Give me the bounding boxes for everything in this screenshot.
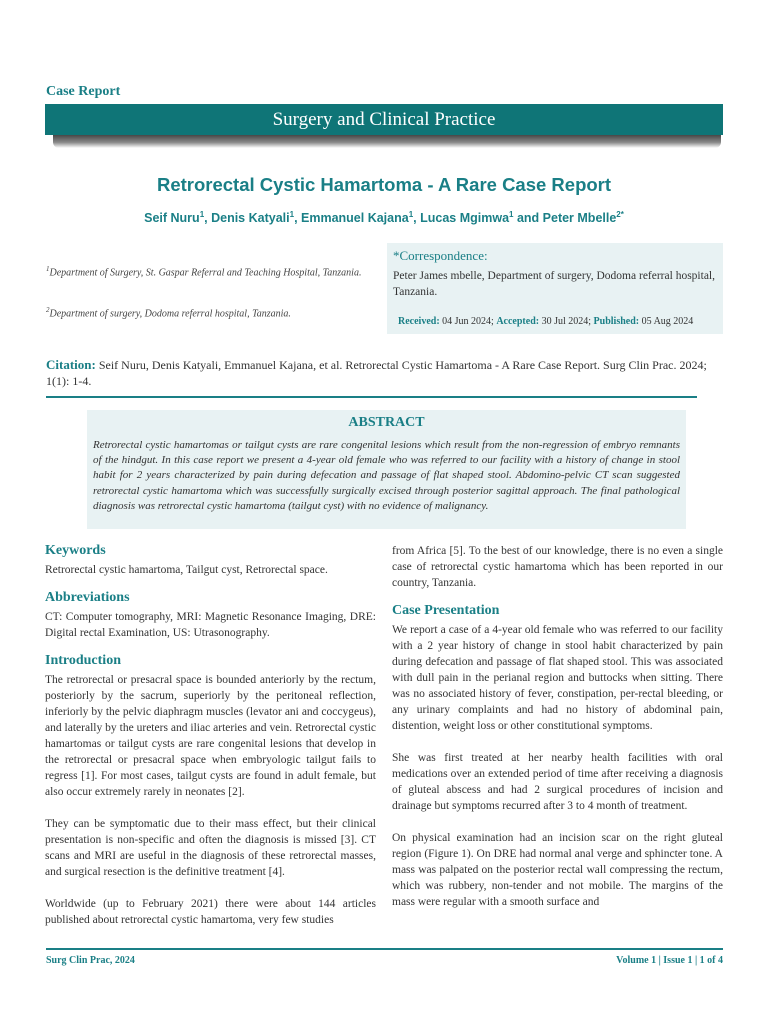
footer-page-info: Volume 1 | Issue 1 | 1 of 4: [616, 955, 723, 966]
author: Lucas Mgimwa$^1$ and: [420, 210, 543, 226]
correspondence-box: [387, 243, 723, 334]
journal-banner: [45, 104, 723, 135]
paragraph: She was first treated at her nearby health facilities with oral medications over an extended period of time after receiving a diagnosis of gluteal abscess and had 2 surgical procedures of incision and drainage but symptoms recurred after 3 to 4 month of treatment.: [392, 752, 723, 812]
citation: Citation: Seif Nuru, Denis Katyali, Emmanuel Kajana, et al. Retrorectal Cystic Hamartoma - A Rare Case Report. Surg Clin Prac. 2024; 1(1): 1-4.: [46, 357, 707, 388]
paragraph: They can be symptomatic due to their mass effect, but their clinical presentation is non-specific and often the diagnosis is missed [3]. CT scans and MRI are useful in the diagnosis of these retrorectal masses, and surgical resection is the definitive treatment [4].: [45, 818, 376, 878]
journal-name: Surgery and Clinical Practice: [272, 108, 496, 130]
paragraph: The retrorectal or presacral space is bounded anteriorly by the rectum, posteriorly by the sacrum, superiorly by the peritoneal reflection, inferiorly by the pelvic diaphragm muscles (levator ani and coccygeus), and laterally by the ureters and iliac arteries and vein. Retrorectal cystic hamartomas or tailgut cysts are rare congenital lesions that develop in the retrorectal or presacral space when embryologic tailgut fails to regress [1]. For most cases, tailgut cysts are found in adult female, but also occur extremely rarely in neonates [2].: [45, 674, 376, 798]
banner-shadow: [53, 134, 721, 148]
correspondence-text: Peter James mbelle, Department of surgery, Dodoma referral hospital, Tanzania.: [393, 270, 715, 298]
article-type-label: Case Report: [46, 84, 121, 99]
abstract-heading: ABSTRACT: [348, 415, 425, 430]
abstract-text: Retrorectal cystic hamartomas or tailgut cysts are rare congenital lesions which result from the non-regression of embryo remnants of the hindgut. In this case report we present a 4-year old female who was referred to our facility with a history of change in stool habit for 2 years characterized by pain during defecation and passage of flat shaped stool. Abdomino-pelvic CT scan suggested retrorectal cystic hamartoma which was successfully surgically excised through posterior sagittal approach. The final pathological diagnosis was retrorectal cystic hamartoma (tailgut cyst) with no evidence of malignancy.: [93, 439, 680, 512]
keywords-text: Retrorectal cystic hamartoma, Tailgut cyst, Retrorectal space.: [45, 564, 328, 576]
introduction-heading: Introduction: [45, 653, 121, 668]
author: Emmanuel Kajana$^1$,: [301, 210, 421, 226]
affiliation-1: $^1$Department of Surgery, St. Gaspar Referral and Teaching Hospital, Tanzania.: [46, 265, 362, 279]
author-list: [0, 210, 768, 225]
author: Denis Katyali$^1$,: [211, 210, 302, 226]
affiliation-2: $^2$Department of surgery, Dodoma referral hospital, Tanzania.: [46, 306, 291, 320]
paragraph: Worldwide (up to February 2021) there were about 144 articles published about retrorectal cystic hamartoma, very few studies: [45, 898, 376, 926]
right-column: [392, 543, 723, 910]
footer-divider: [46, 948, 723, 950]
abbreviations-heading: Abbreviations: [45, 590, 130, 605]
footer-journal: Surg Clin Prac, 2024: [46, 955, 135, 966]
author: Seif Nuru$^1$,: [144, 210, 212, 226]
paragraph: We report a case of a 4-year old female who was referred to our facility with a 2 year history of change in stool habit characterized by pain during defecation and passage of flat shaped stool. This was associated with dull pain in the perianal region and buttocks when sitting. There was no associated history of fever, constipation, per-rectal bleeding, or any urinary complaints and had no history of abdominal pain, distention, weight loss or other constitutional symptoms.: [392, 624, 723, 732]
paragraph: On physical examination had an incision scar on the right gluteal region (Figure 1). On DRE had normal anal verge and sphincter tone. A mass was palpated on the posterior rectal wall compressing the rectum, which was rubbery, non-tender and not mobile. The margins of the mass were regular with a smooth surface and: [392, 832, 723, 908]
correspondence-heading: *Correspondence:: [393, 248, 488, 263]
article-dates: Received: 04 Jun 2024; Accepted: 30 Jul 2024; Published: 05 Aug 2024: [398, 316, 694, 327]
paragraph: from Africa [5]. To the best of our knowledge, there is no even a single case of retrorectal cystic hamartoma which has been reported in our country, Tanzania.: [392, 545, 723, 589]
author: Peter Mbelle$^{2*}$: [542, 210, 624, 226]
case-presentation-heading: Case Presentation: [392, 603, 500, 618]
abbreviations-text: CT: Computer tomography, MRI: Magnetic Resonance Imaging, DRE: Digital rectal Examination, US: Utrasonography.: [45, 611, 376, 639]
keywords-heading: Keywords: [45, 543, 106, 558]
divider: [46, 396, 697, 398]
article-title: Retrorectal Cystic Hamartoma - A Rare Case Report: [156, 174, 612, 195]
abstract-box: [87, 410, 686, 529]
left-column: [45, 543, 376, 928]
